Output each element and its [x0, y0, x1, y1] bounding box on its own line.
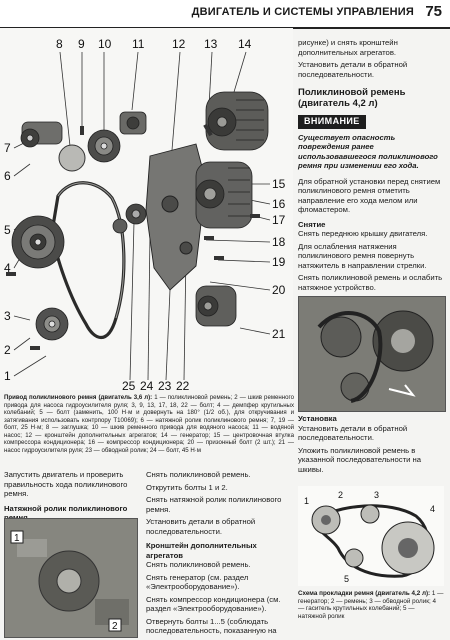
tensioner-photo	[4, 518, 138, 638]
removal-step-3: Снять поликлиновой ремень и ослабить натяжное устройство.	[298, 273, 443, 292]
tensioner-photo-graphic	[5, 519, 137, 637]
callout-11: 11	[132, 37, 145, 51]
callout-18: 18	[272, 235, 286, 249]
mid-bracket-step-2: Снять генератор (см. раздел «Электрооборудование»).	[146, 572, 249, 591]
photo-label-1: 1	[14, 533, 20, 544]
scheme-label-1: 1	[304, 496, 310, 506]
callout-12: 12	[172, 37, 186, 51]
callout-10: 10	[98, 37, 112, 51]
mid-install-note: Установить детали в обратной последовательности.	[146, 517, 256, 536]
callout-13: 13	[204, 37, 218, 51]
warning-text: Существует опасность повреждения ранее использовавшегося поликлинового ремня при изменении его хода.	[298, 132, 438, 170]
scheme-caption-text: 1 — генератор; 2 — ремень; 3 — обводной ролик; 4 — гаситель крутильных колебаний; 5 — натяжной ролик	[298, 590, 444, 620]
mid-bracket-step-3: Снять компрессор кондиционера (см. раздел «Электрооборудование»).	[146, 594, 281, 613]
install-section	[298, 414, 444, 477]
install-heading: Установка	[298, 414, 337, 423]
mid-step-1: Снять поликлиновой ремень.	[146, 470, 251, 479]
callout-7: 7	[4, 141, 11, 155]
callout-22: 22	[176, 379, 190, 390]
callout-1: 1	[4, 369, 11, 383]
scheme-label-3: 3	[374, 490, 380, 500]
scheme-label-4: 4	[430, 504, 436, 514]
left-column	[4, 470, 138, 523]
diagram-caption	[4, 394, 294, 454]
right-continuation: рисунке) и снять кронштейн дополнительных агрегатов.	[298, 38, 398, 57]
removal-heading: Снятие	[298, 219, 326, 229]
tensioner-heading: Натяжной ролик поликлинового	[4, 503, 128, 513]
scheme-caption	[298, 590, 444, 620]
callout-14: 14	[238, 37, 252, 51]
chapter-title: ДВИГАТЕЛЬ И СИСТЕМЫ УПРАВЛЕНИЯ	[191, 6, 414, 18]
left-paragraph: Запустить двигатель и проверить правильность хода поликлинового ремня.	[4, 470, 128, 498]
callout-15: 15	[272, 177, 286, 191]
callout-4: 4	[4, 261, 11, 275]
right-paragraph-1: Для обратной установки перед снятием поликлинового ремня отметить направление его хода мелом или фломастером.	[298, 176, 441, 214]
callout-6: 6	[4, 169, 11, 183]
warning-label: ВНИМАНИЕ	[298, 115, 366, 129]
callout-9: 9	[78, 37, 85, 51]
belt-42-heading: Поликлиновой ремень (двигатель 4,2 л)	[298, 87, 406, 109]
callout-23: 23	[158, 379, 172, 390]
callout-16: 16	[272, 197, 286, 211]
middle-column	[146, 470, 286, 639]
removal-step-2: Для ослабления натяжения поликлинового ремня повернуть натяжитель в направлении стрелки.	[298, 241, 427, 270]
photo-label-2: 2	[112, 621, 118, 632]
callout-19: 19	[272, 255, 286, 269]
belt-drive-diagram	[0, 28, 293, 390]
scheme-caption-title: Схема прокладки ремня (двигатель 4,2 л):	[298, 590, 431, 597]
engine-belt-photo	[298, 296, 446, 412]
right-install-note: Установить детали в обратной последовательности.	[298, 60, 408, 79]
mid-bracket-step-4: Отвернуть болты 1...5 (соблюдать последовательность, показанную на	[146, 616, 277, 635]
callout-3: 3	[4, 309, 11, 323]
mid-step-2: Открутить болты 1 и 2.	[146, 482, 228, 492]
mid-step-3: Снять натяжной ролик поликлинового ремня.	[146, 495, 282, 514]
scheme-label-5: 5	[344, 574, 350, 584]
belt-routing-scheme	[298, 486, 444, 586]
caption-title: Привод поликлинового ремня (двигатель 3,6 л):	[4, 394, 153, 401]
page-header	[0, 0, 450, 29]
caption-text: 1 — поликлиновой ремень; 2 — шкив ременного привода для насоса гидроусилителя руля; 3, 9, 13, 17, 18, 22 — болт; 4 — демпфер крутильных колебаний; 5 — болт (заменить, 100 Н·м и довернуть на 180° (1/2 об.), для откручивания и затягивания использовать контрпору Т10069); 6 — натяжной ролик поликлинового ремня; 7, 19 — болт, 25 Н·м; 8 — заглушка; 10 — шкив ременного привода для водяного насоса; 11 — водяной насос; 12 — кронштейн дополнительных агрегатов; 14 — генератор; 15 — центровочная втулка компрессора кондиционера; 16 — компрессор кондиционера; 20 — призонный болт (2 шт.); 21 — насос гидроусилителя руля; 23 — обводной ролик; 24 — болт, 45 Н·м	[4, 394, 295, 454]
scheme-label-2: 2	[338, 490, 344, 500]
callout-21: 21	[272, 327, 286, 341]
callout-17: 17	[272, 213, 286, 227]
callout-5: 5	[4, 223, 11, 237]
callout-2: 2	[4, 343, 11, 357]
install-step-2: Уложить поликлиновой ремень в указанной последовательности на шкивы.	[298, 445, 422, 474]
callout-20: 20	[272, 283, 286, 297]
install-step-1: Установить детали в обратной последовательности.	[298, 423, 408, 442]
callout-8: 8	[56, 37, 63, 51]
bracket-heading: Кронштейн дополнительных агрегатов	[146, 541, 257, 560]
callout-24: 24	[140, 379, 154, 390]
callout-25: 25	[122, 379, 136, 390]
right-column	[298, 38, 444, 295]
engine-belt-photo-graphic	[299, 297, 445, 411]
removal-step-1: Снять переднюю крышку двигателя.	[298, 229, 428, 238]
page-number: 75	[425, 3, 442, 20]
mid-bracket-step-1: Снять поликлиновой ремень.	[146, 560, 251, 569]
